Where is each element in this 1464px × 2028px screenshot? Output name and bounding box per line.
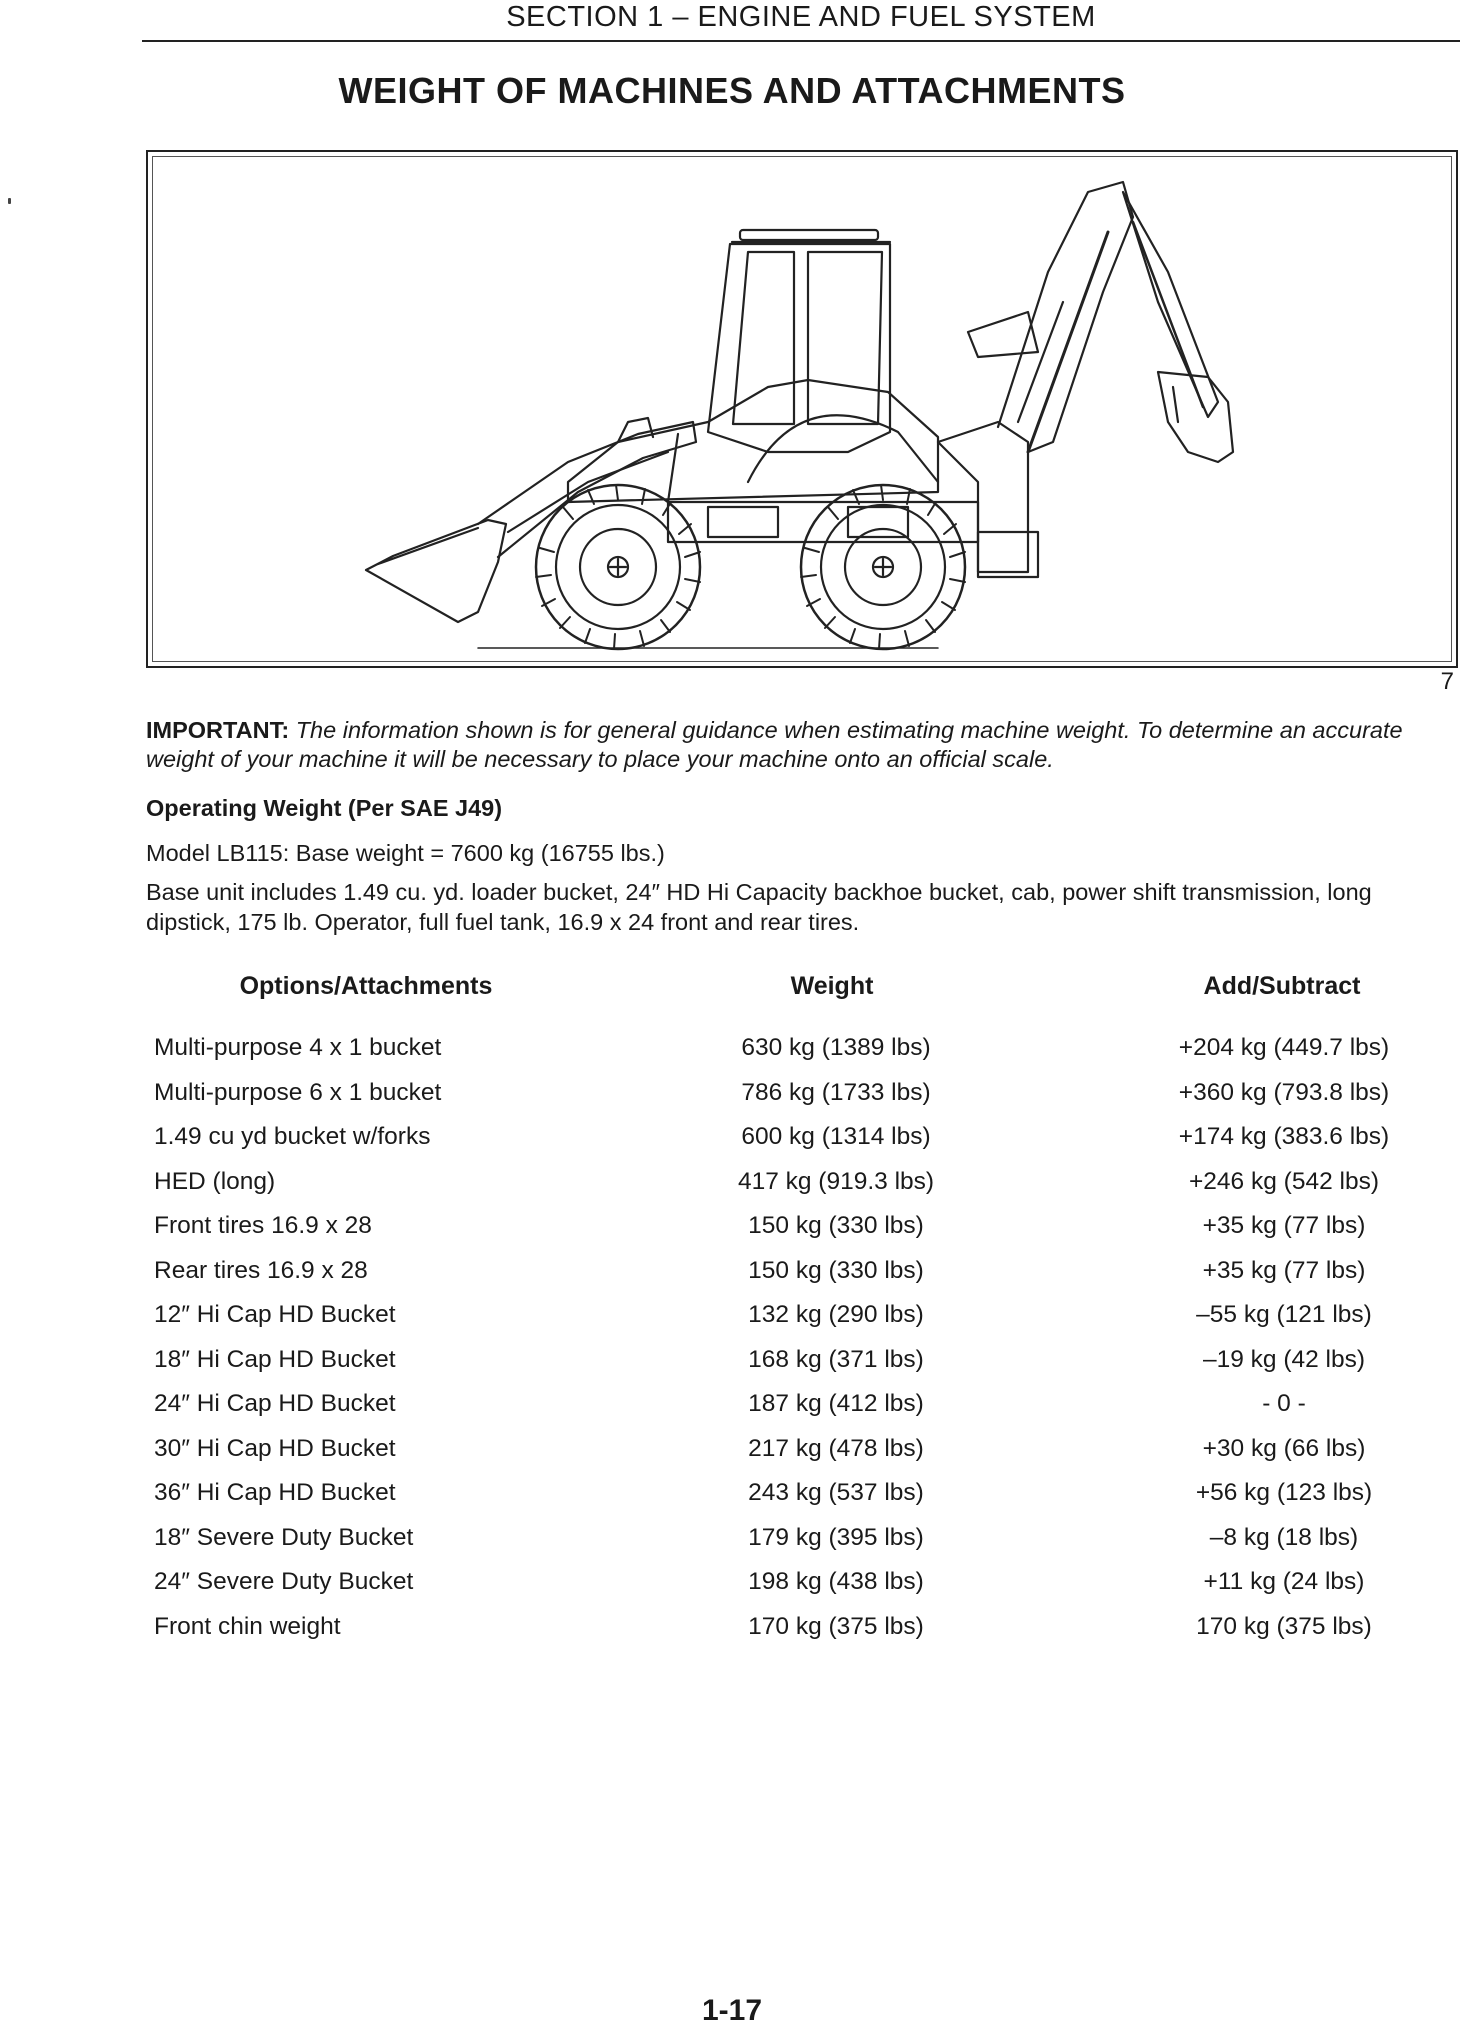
option-name-cell: Front chin weight: [154, 1612, 341, 1640]
add-subtract-cell: –8 kg (18 lbs): [1209, 1523, 1359, 1551]
page-title: WEIGHT OF MACHINES AND ATTACHMENTS: [338, 70, 1126, 111]
figure-frame: [146, 150, 1458, 668]
table-row: [146, 1212, 1460, 1257]
add-subtract-cell: –55 kg (121 lbs): [1196, 1301, 1372, 1328]
weight-cell: 168 kg (371 lbs): [748, 1345, 924, 1373]
add-subtract-cell: +35 kg (77 lbs): [1202, 1256, 1366, 1284]
add-subtract-cell: +56 kg (123 lbs): [1195, 1479, 1373, 1506]
add-subtract-cell: 170 kg (375 lbs): [1196, 1612, 1372, 1640]
important-label: IMPORTANT:: [146, 717, 290, 743]
option-name-cell: 18″ Severe Duty Bucket: [154, 1523, 414, 1551]
column-header-weight: Weight: [790, 972, 874, 1000]
option-name-cell: Multi-purpose 6 x 1 bucket: [154, 1078, 442, 1106]
table-row: [146, 1568, 1460, 1613]
important-text: The information shown is for general guidance when estimating machine weight. To determine an accurate weight of your machine it will be necessary to place your machine onto an official scale.: [146, 717, 1403, 772]
add-subtract-cell: - 0 -: [1262, 1390, 1306, 1417]
table-row: [146, 1524, 1460, 1569]
table-row: [146, 1301, 1460, 1346]
add-subtract-cell: +174 kg (383.6 lbs): [1178, 1123, 1390, 1150]
table-row: [146, 1079, 1460, 1124]
option-name-cell: 1.49 cu yd bucket w/forks: [154, 1123, 431, 1150]
weight-cell: 170 kg (375 lbs): [748, 1612, 924, 1640]
weight-cell: 187 kg (412 lbs): [748, 1390, 924, 1417]
option-name-cell: Multi-purpose 4 x 1 bucket: [154, 1034, 442, 1061]
scan-speck: [8, 198, 11, 204]
option-name-cell: HED (long): [154, 1167, 276, 1195]
weight-cell: 600 kg (1314 lbs): [741, 1123, 931, 1150]
section-header-text: SECTION 1 – ENGINE AND FUEL SYSTEM: [506, 1, 1096, 33]
backhoe-loader-illustration: [148, 152, 1456, 666]
weight-cell: 150 kg (330 lbs): [748, 1212, 924, 1239]
option-name-cell: 24″ Hi Cap HD Bucket: [154, 1390, 396, 1417]
add-subtract-cell: +11 kg (24 lbs): [1203, 1568, 1365, 1595]
weight-cell: 198 kg (438 lbs): [748, 1568, 924, 1595]
weight-cell: 243 kg (537 lbs): [748, 1479, 924, 1506]
weight-cell: 786 kg (1733 lbs): [741, 1078, 931, 1106]
option-name-cell: Front tires 16.9 x 28: [154, 1212, 372, 1239]
table-row: [146, 1168, 1460, 1213]
add-subtract-cell: +35 kg (77 lbs): [1202, 1212, 1366, 1239]
table-row: [146, 1479, 1460, 1524]
column-header-add-subtract: Add/Subtract: [1203, 972, 1361, 1000]
weight-cell: 417 kg (919.3 lbs): [737, 1167, 935, 1195]
add-subtract-cell: +30 kg (66 lbs): [1202, 1434, 1366, 1462]
weight-cell: 630 kg (1389 lbs): [741, 1034, 931, 1061]
option-name-cell: 30″ Hi Cap HD Bucket: [154, 1434, 396, 1462]
option-name-cell: 12″ Hi Cap HD Bucket: [154, 1301, 396, 1328]
add-subtract-cell: +204 kg (449.7 lbs): [1178, 1034, 1390, 1061]
table-row: [146, 1435, 1460, 1480]
option-name-cell: 24″ Severe Duty Bucket: [154, 1568, 414, 1595]
base-unit-description: Base unit includes 1.49 cu. yd. loader bucket, 24″ HD Hi Capacity backhoe bucket, cab, power shift transmission, long dipstick, 175 lb. Operator, full fuel tank, 16.9 x 24 front and rear tires.: [146, 879, 1372, 935]
weight-cell: 179 kg (395 lbs): [748, 1523, 924, 1551]
table-row: [146, 1123, 1460, 1168]
table-row: [146, 1613, 1460, 1658]
option-name-cell: 36″ Hi Cap HD Bucket: [154, 1479, 396, 1506]
weight-cell: 217 kg (478 lbs): [748, 1434, 924, 1462]
option-name-cell: 18″ Hi Cap HD Bucket: [154, 1345, 396, 1373]
section-header: [142, 0, 1460, 42]
operating-weight-title: Operating Weight (Per SAE J49): [146, 795, 503, 821]
table-row: [146, 1034, 1460, 1079]
figure-number: 7: [1440, 668, 1454, 695]
page-number: 1-17: [701, 1994, 763, 2027]
column-header-options: Options/Attachments: [239, 972, 493, 1000]
table-body: [146, 1034, 1460, 1657]
model-base-weight: Model LB115: Base weight = 7600 kg (16755 lbs.): [146, 840, 665, 866]
table-row: [146, 1346, 1460, 1391]
weight-cell: 150 kg (330 lbs): [748, 1256, 924, 1284]
table-row: [146, 1257, 1460, 1302]
option-name-cell: Rear tires 16.9 x 28: [154, 1256, 368, 1284]
weight-cell: 132 kg (290 lbs): [748, 1301, 924, 1328]
add-subtract-cell: +246 kg (542 lbs): [1189, 1167, 1379, 1195]
add-subtract-cell: +360 kg (793.8 lbs): [1178, 1078, 1390, 1106]
table-row: [146, 1390, 1460, 1435]
important-note: [146, 716, 1460, 774]
add-subtract-cell: –19 kg (42 lbs): [1202, 1345, 1366, 1373]
